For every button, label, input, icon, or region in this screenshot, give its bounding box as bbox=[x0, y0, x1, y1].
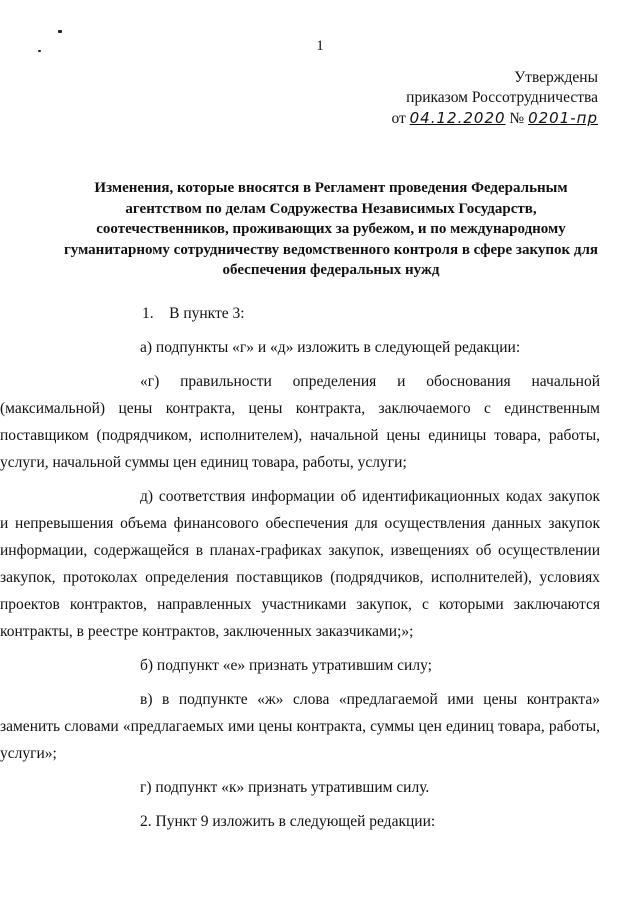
approval-block bbox=[358, 68, 598, 129]
handwritten-order-number: 0201-пр bbox=[528, 109, 598, 127]
paragraph: г) подпункт «к» признать утратившим силу. bbox=[140, 779, 430, 796]
document-body bbox=[0, 300, 600, 842]
paragraph: б) подпункт «е» признать утратившим силу; bbox=[140, 657, 432, 674]
handwritten-date: 04.12.2020 bbox=[409, 109, 506, 127]
approval-line-1: Утверждены bbox=[514, 69, 598, 86]
page-number: 1 bbox=[316, 38, 324, 54]
approval-line-2: приказом Россотрудничества bbox=[406, 89, 598, 106]
from-label: от bbox=[391, 110, 406, 127]
document-title: Изменения, которые вносятся в Регламент проведения Федеральным агентством по делам Содружества Независимых Государств, соотечественников, проживающих за рубежом, и по международному гуманитарному сотрудничеству ведомственного контроля в сфере закупок для обеспечения федеральных нужд bbox=[63, 180, 599, 278]
paragraph: «г) правильности определения и обоснования начальной (максимальной) цены контракта, цены контракта, заключаемого с единственным поставщиком (подрядчиком, исполнителем), начальной цены единицы товара, работы, услуги, начальной суммы цен единиц товара, работы, услуги; bbox=[0, 373, 600, 471]
paragraph: 1. В пункте 3: bbox=[142, 305, 245, 322]
paragraph: д) соответствия информации об идентификационных кодах закупок и непревышения объема финансового обеспечения для осуществления данных закупок информации, содержащейся в планах-графиках закупок, извещениях об осуществлении закупок, протоколах определения поставщиков (подрядчиков, исполнителей), условиях проектов контрактов, направленных участниками закупок, с которыми заключаются контракты, в реестре контрактов, заключенных заказчиками;»; bbox=[0, 488, 600, 640]
paragraph: а) подпункты «г» и «д» изложить в следующей редакции: bbox=[140, 339, 521, 356]
number-sign: № bbox=[509, 110, 525, 127]
paragraph: в) в подпункте «ж» слова «предлагаемой ими цены контракта» заменить словами «предлагаемых ими цены контракта, суммы цен единиц товара, работы, услуги»; bbox=[0, 691, 600, 762]
approval-line-3 bbox=[358, 108, 598, 129]
paragraph: 2. Пункт 9 изложить в следующей редакции: bbox=[140, 813, 436, 830]
scan-speck bbox=[58, 30, 62, 33]
